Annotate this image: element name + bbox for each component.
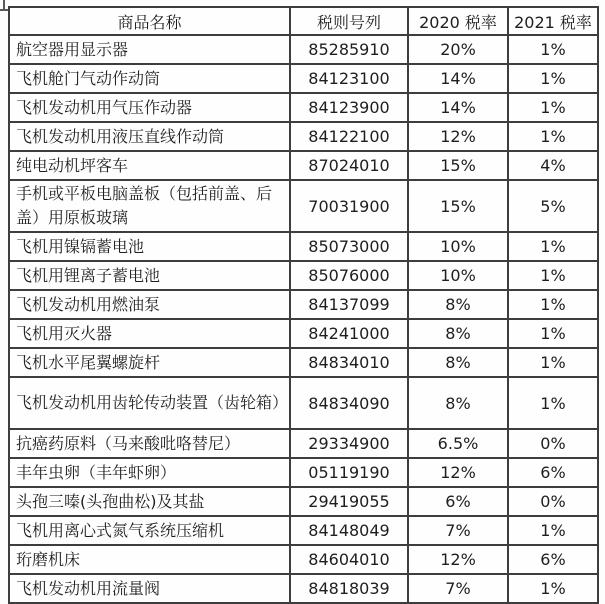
product-name-cell: 抗癌药原料（马来酸吡咯替尼） [9, 429, 290, 458]
table-row [9, 458, 598, 487]
product-name-cell: 飞机舱门气动作动筒 [9, 64, 290, 93]
tariff-code-cell: 84137099 [290, 290, 408, 319]
product-name-cell: 头孢三嗪(头孢曲松)及其盐 [9, 487, 290, 516]
tariff-code-cell: 70031900 [290, 180, 408, 232]
rate-2021-cell: 1% [508, 290, 598, 319]
tariff-code-cell: 84123100 [290, 64, 408, 93]
table-row [9, 122, 598, 151]
product-name-cell: 飞机发动机用燃油泵 [9, 290, 290, 319]
header-tariff-code: 税则号列 [290, 7, 408, 35]
rate-2021-cell: 0% [508, 487, 598, 516]
rate-2021-cell: 1% [508, 93, 598, 122]
tariff-code-cell: 84241000 [290, 319, 408, 348]
product-name-cell: 飞机用灭火器 [9, 319, 290, 348]
tariff-code-cell: 85076000 [290, 261, 408, 290]
rate-2021-cell: 6% [508, 545, 598, 574]
rate-2021-cell: 5% [508, 180, 598, 232]
rate-2020-cell: 6.5% [408, 429, 508, 458]
product-name-cell: 珩磨机床 [9, 545, 290, 574]
rate-2020-cell: 12% [408, 122, 508, 151]
rate-2020-cell: 14% [408, 64, 508, 93]
header-product-name: 商品名称 [9, 7, 290, 35]
rate-2020-cell: 7% [408, 574, 508, 603]
table-row [9, 93, 598, 122]
table-row [9, 545, 598, 574]
product-name-cell: 飞机发动机用液压直线作动筒 [9, 122, 290, 151]
tariff-code-cell: 84604010 [290, 545, 408, 574]
rate-2021-cell: 1% [508, 574, 598, 603]
rate-2021-cell: 1% [508, 35, 598, 64]
rate-2020-cell: 15% [408, 151, 508, 180]
tariff-code-cell: 84123900 [290, 93, 408, 122]
product-name-cell: 纯电动机坪客车 [9, 151, 290, 180]
product-name-cell: 飞机发动机用流量阀 [9, 574, 290, 603]
tariff-code-cell: 84834010 [290, 348, 408, 377]
rate-2020-cell: 8% [408, 348, 508, 377]
rate-2021-cell: 1% [508, 348, 598, 377]
table-row [9, 232, 598, 261]
rate-2020-cell: 20% [408, 35, 508, 64]
tariff-code-cell: 84122100 [290, 122, 408, 151]
tariff-code-cell: 05119190 [290, 458, 408, 487]
header-rate-2021: 2021 税率 [508, 7, 598, 35]
rate-2020-cell: 10% [408, 261, 508, 290]
tariff-code-cell: 84834090 [290, 377, 408, 429]
product-name-cell: 飞机用镍镉蓄电池 [9, 232, 290, 261]
rate-2020-cell: 8% [408, 377, 508, 429]
table-row [9, 151, 598, 180]
rate-2021-cell: 1% [508, 122, 598, 151]
rate-2020-cell: 8% [408, 290, 508, 319]
rate-2020-cell: 8% [408, 319, 508, 348]
table-row [9, 348, 598, 377]
tariff-code-cell: 85073000 [290, 232, 408, 261]
rate-2020-cell: 10% [408, 232, 508, 261]
product-name-cell: 飞机发动机用齿轮传动装置（齿轮箱） [9, 377, 290, 429]
table-row [9, 516, 598, 545]
tariff-code-cell: 87024010 [290, 151, 408, 180]
rate-2021-cell: 6% [508, 458, 598, 487]
table-row [9, 35, 598, 64]
header-rate-2020: 2020 税率 [408, 7, 508, 35]
table-row [9, 487, 598, 516]
table-row [9, 180, 598, 232]
table-header-row [9, 7, 598, 35]
product-name-cell: 飞机用离心式氮气系统压缩机 [9, 516, 290, 545]
rate-2021-cell: 1% [508, 232, 598, 261]
tariff-code-cell: 29334900 [290, 429, 408, 458]
product-name-cell: 飞机水平尾翼螺旋杆 [9, 348, 290, 377]
rate-2021-cell: 1% [508, 377, 598, 429]
tariff-code-cell: 85285910 [290, 35, 408, 64]
product-name-cell: 丰年虫卵（丰年虾卵） [9, 458, 290, 487]
rate-2021-cell: 1% [508, 516, 598, 545]
tariff-code-cell: 29419055 [290, 487, 408, 516]
table-row [9, 290, 598, 319]
tariff-code-cell: 84148049 [290, 516, 408, 545]
rate-2021-cell: 1% [508, 261, 598, 290]
table-row [9, 377, 598, 429]
product-name-cell: 飞机用锂离子蓄电池 [9, 261, 290, 290]
product-name-cell: 航空器用显示器 [9, 35, 290, 64]
rate-2020-cell: 12% [408, 458, 508, 487]
tariff-rate-table [8, 6, 599, 604]
table-row [9, 429, 598, 458]
rate-2021-cell: 0% [508, 429, 598, 458]
product-name-cell: 飞机发动机用气压作动器 [9, 93, 290, 122]
rate-2021-cell: 1% [508, 319, 598, 348]
rate-2020-cell: 7% [408, 516, 508, 545]
product-name-cell: 手机或平板电脑盖板（包括前盖、后盖）用原板玻璃 [9, 180, 290, 232]
table-row [9, 64, 598, 93]
rate-2020-cell: 15% [408, 180, 508, 232]
tariff-code-cell: 84818039 [290, 574, 408, 603]
rate-2021-cell: 4% [508, 151, 598, 180]
table-row [9, 261, 598, 290]
rate-2021-cell: 1% [508, 64, 598, 93]
table-row [9, 319, 598, 348]
rate-2020-cell: 14% [408, 93, 508, 122]
rate-2020-cell: 6% [408, 487, 508, 516]
table-row [9, 574, 598, 603]
rate-2020-cell: 12% [408, 545, 508, 574]
